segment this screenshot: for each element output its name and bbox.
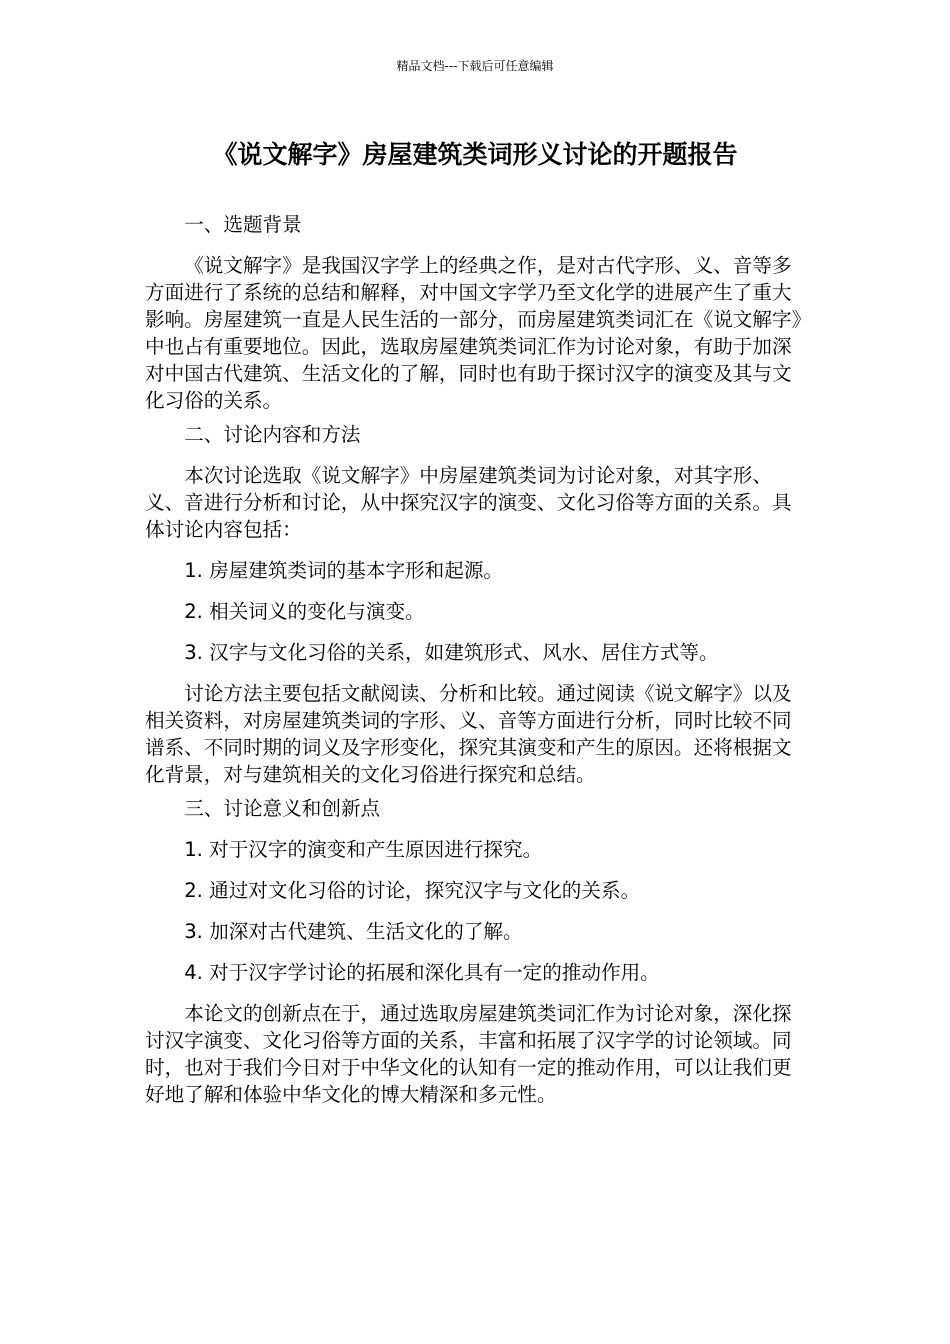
method-paragraph: 讨论方法主要包括文献阅读、分析和比较。通过阅读《说文解字》以及相关资料，对房屋建筑类词的字形、义、音等方面进行分析，同时比较不同谱系、不同时期的词义及字形变化，探究其演变和产生的原因。还将根据文化背景，对与建筑相关的文化习俗进行探究和总结。 [145,682,792,786]
content-list-item: 2. 相关词义的变化与演变。 [184,600,425,623]
significance-list-item: 2. 通过对文化习俗的讨论，探究汉字与文化的关系。 [184,879,641,902]
document-title: 《说文解字》房屋建筑类词形义讨论的开题报告 [212,140,738,169]
content-list-item: 3. 汉字与文化习俗的关系，如建筑形式、风水、居住方式等。 [184,641,719,664]
content-list-item: 1. 房屋建筑类词的基本字形和起源。 [184,559,504,582]
document-body [145,211,810,1108]
significance-list-item: 4. 对于汉字学讨论的拓展和深化具有一定的推动作用。 [184,961,660,984]
section-heading-significance: 三、讨论意义和创新点 [184,797,381,820]
significance-list-item: 1. 对于汉字的演变和产生原因进行探究。 [184,838,543,861]
content-intro-paragraph: 本次讨论选取《说文解字》中房屋建筑类词为讨论对象，对其字形、义、音进行分析和讨论，从中探究汉字的演变、文化习俗等方面的关系。具体讨论内容包括： [145,464,792,541]
page-header: 精品文档---下载后可任意编辑 [396,59,554,73]
background-paragraph: 《说文解字》是我国汉字学上的经典之作，是对古代字形、义、音等多方面进行了系统的总结和解释，对中国文字学乃至文化学的进展产生了重大影响。房屋建筑一直是人民生活的一部分，而房屋建筑类词汇在《说文解字》中也占有重要地位。因此，选取房屋建筑类词汇作为讨论对象，有助于加深对中国古代建筑、生活文化的了解，同时也有助于探讨汉字的演变及其与文化习俗的关系。 [145,254,802,412]
section-heading-content: 二、讨论内容和方法 [184,423,361,446]
section-heading-background: 一、选题背景 [184,213,302,236]
innovation-paragraph: 本论文的创新点在于，通过选取房屋建筑类词汇作为讨论对象，深化探讨汉字演变、文化习俗等方面的关系，丰富和拓展了汉字学的讨论领域。同时，也对于我们今日对于中华文化的认知有一定的推动作用，可以让我们更好地了解和体验中华文化的博大精深和多元性。 [145,1002,792,1106]
significance-list-item: 3. 加深对古代建筑、生活文化的了解。 [184,920,523,943]
